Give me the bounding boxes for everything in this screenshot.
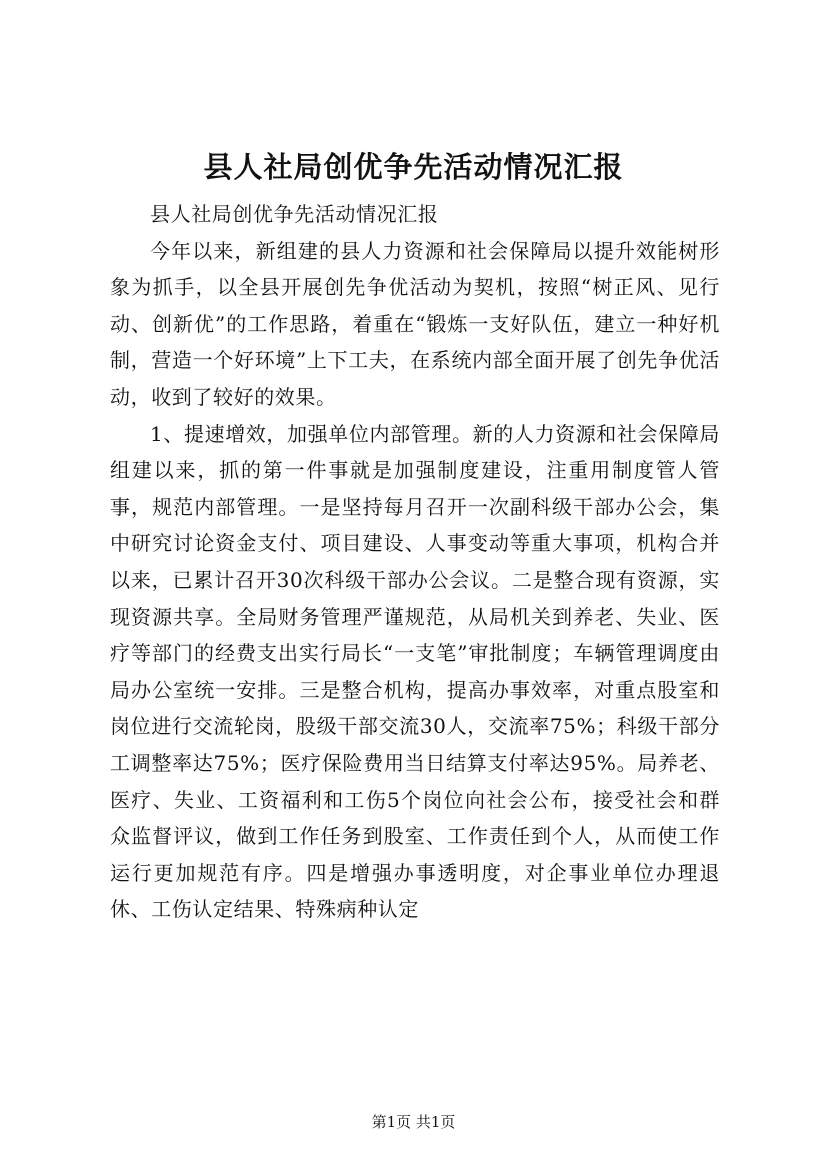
document-title: 县人社局创优争先活动情况汇报 (203, 150, 624, 184)
document-subtitle: 县人社局创优争先活动情况汇报 (150, 202, 439, 226)
page-footer: 第1页 共1页 (371, 1113, 456, 1131)
paragraph-intro: 今年以来，新组建的县人力资源和社会保障局以提升效能树形象为抓手，以全县开展创先争优活动为契机，按照“树正风、见行动、创新优”的工作思路，着重在“锻炼一支好队伍，建立一种好机制，营造一个好环境”上下工夫，在系统内部全面开展了创先争优活动，收到了较好的效果。 (110, 238, 720, 409)
paragraph-section-1: 1、提速增效，加强单位内部管理。新的人力资源和社会保障局组建以来，抓的第一件事就是加强制度建设，注重用制度管人管事，规范内部管理。一是坚持每月召开一次副科级干部办公会，集中研究讨论资金支付、项目建设、人事变动等重大事项，机构合并以来，已累计召开30次科级干部办公会议。二是整合现有资源，实现资源共享。全局财务管理严谨规范，从局机关到养老、失业、医疗等部门的经费支出实行局长“一支笔”审批制度；车辆管理调度由局办公室统一安排。三是整合机构，提高办事效率，对重点股室和岗位进行交流轮岗，股级干部交流30人，交流率75%；科级干部分工调整率达75%；医疗保险费用当日结算支付率达95%。局养老、医疗、失业、工资福利和工伤5个岗位向社会公布，接受社会和群众监督评议，做到工作任务到股室、工作责任到个人，从而使工作运行更加规范有序。四是增强办事透明度，对企事业单位办理退休、工伤认定结果、特殊病种认定 (110, 421, 720, 922)
document-body (110, 196, 720, 928)
